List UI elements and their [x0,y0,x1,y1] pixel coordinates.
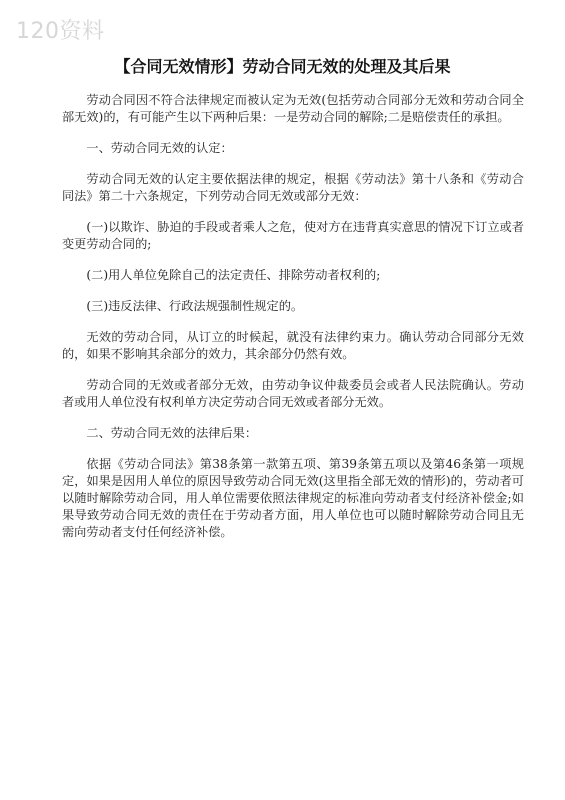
paragraph-consequences: 依据《劳动合同法》第38条第一款第五项、第39条第五项以及第46条第一项规定，如果是因用人单位的原因导致劳动合同无效(这里指全部无效的情形)的，劳动者可以随时解除劳动合同，用人单位需要依照法律规定的标准向劳动者支付经济补偿金;如果导致劳动合同无效的责任在于劳动者方面，用人单位也可以随时解除劳动合同且无需向劳动者支付任何经济补偿。 [62,457,524,539]
page-title: 【合同无效情形】劳动合同无效的处理及其后果 [114,57,451,76]
paragraph-item-2: (二)用人单位免除自己的法定责任、排除劳动者权利的; [86,268,381,282]
section-heading-1: 一、劳动合同无效的认定： [86,141,233,155]
watermark-logo: 120资料 [16,19,105,44]
paragraph-item-3: (三)违反法律、行政法规强制性规定的。 [86,299,304,313]
document-body [62,92,524,555]
paragraph-intro: 劳动合同因不符合法律规定而被认定为无效(包括劳动合同部分无效和劳动合同全部无效)的，有可能产生以下两种后果：一是劳动合同的解除;二是赔偿责任的承担。 [62,93,524,124]
paragraph-invalid-effect: 无效的劳动合同，从订立的时候起，就没有法律约束力。确认劳动合同部分无效的，如果不影响其余部分的效力，其余部分仍然有效。 [62,330,524,361]
paragraph-confirmation: 劳动合同的无效或者部分无效，由劳动争议仲裁委员会或者人民法院确认。劳动者或用人单位没有权利单方决定劳动合同无效或者部分无效。 [62,378,524,409]
paragraph-legal-basis: 劳动合同无效的认定主要依据法律的规定，根据《劳动法》第十八条和《劳动合同法》第二十六条规定，下列劳动合同无效或部分无效： [62,172,524,203]
paragraph-item-1: (一)以欺诈、胁迫的手段或者乘人之危，使对方在违背真实意思的情况下订立或者变更劳动合同的; [62,220,524,251]
section-heading-2: 二、劳动合同无效的法律后果： [86,426,258,440]
